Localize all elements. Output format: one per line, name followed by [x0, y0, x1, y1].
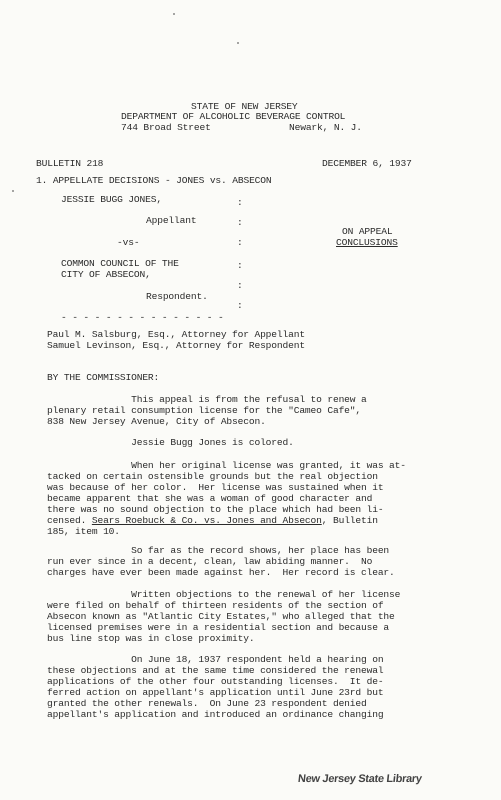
text-line: became apparent that she was a woman of good character and [47, 493, 373, 504]
text-line: granted the other renewals. On June 23 respondent denied [47, 698, 367, 709]
scan-speck [12, 190, 14, 192]
paragraph-3 [47, 460, 467, 537]
text-line: were filed on behalf of thirteen residents of the section of [47, 600, 384, 611]
caption-colon: : [237, 280, 243, 291]
paragraph-2 [47, 437, 467, 448]
text-line: plenary retail consumption license for the "Cameo Cafe", [47, 405, 362, 416]
respondent-name-line1: COMMON COUNCIL OF THE [61, 258, 179, 269]
versus: -vs- [117, 237, 140, 248]
text-line: This appeal is from the refusal to renew a [47, 394, 367, 405]
text-line [47, 515, 467, 526]
text-line: charges have ever been made against her. Her record is clear. [47, 567, 395, 578]
bulletin-number: BULLETIN 218 [36, 158, 104, 169]
attorney-respondent: Samuel Levinson, Esq., Attorney for Respondent [47, 340, 305, 351]
attorney-appellant: Paul M. Salsburg, Esq., Attorney for Appellant [47, 329, 305, 340]
case-citation: Sears Roebuck & Co. vs. Jones and Absecon [91, 515, 322, 526]
header-address-street: 744 Broad Street [121, 122, 211, 133]
scan-speck [173, 13, 175, 15]
text-line: tacked on certain ostensible grounds but the real objection [47, 471, 378, 482]
text-line: run ever since in a decent, clean, law abiding manner. No [47, 556, 373, 567]
library-stamp: New Jersey State Library [297, 773, 423, 785]
text-line: When her original license was granted, it was at- [47, 460, 406, 471]
header-department: DEPARTMENT OF ALCOHOLIC BEVERAGE CONTROL [121, 111, 346, 122]
text-line: bus line stop was in close proximity. [47, 633, 255, 644]
text-line: 185, item 10. [47, 526, 120, 537]
text-line: was because of her color. Her license was sustained when it [47, 482, 384, 493]
on-appeal-label: ON APPEAL [342, 226, 393, 237]
paragraph-5 [47, 589, 467, 644]
text-line: appellant's application and introduced an ordinance changing [47, 709, 384, 720]
text-line: On June 18, 1937 respondent held a hearing on [47, 654, 384, 665]
appellant-role: Appellant [146, 215, 197, 226]
text-line: these objections and at the same time considered the renewal [47, 665, 384, 676]
text-line: Jessie Bugg Jones is colored. [47, 437, 294, 448]
paragraph-4 [47, 545, 467, 578]
text-line: Absecon known as "Atlantic City Estates," who alleged that the [47, 611, 395, 622]
text-line: there was no sound objection to the place which had been li- [47, 504, 384, 515]
text-fragment: , Bulletin [321, 515, 378, 526]
caption-colon: : [237, 237, 243, 248]
bulletin-date: DECEMBER 6, 1937 [322, 158, 412, 169]
conclusions-label: CONCLUSIONS [336, 237, 398, 248]
text-line: ferred action on appellant's application until June 23rd but [47, 687, 384, 698]
appellant-name: JESSIE BUGG JONES, [61, 194, 162, 205]
caption-separator: - - - - - - - - - - - - - - - [61, 312, 224, 323]
caption-colon: : [237, 197, 243, 208]
text-line: licensed premises were in a residential section and because a [47, 622, 390, 633]
text-line: applications of the other four outstanding licenses. It de- [47, 676, 384, 687]
case-title: 1. APPELLATE DECISIONS - JONES vs. ABSECON [36, 175, 272, 186]
caption-colon: : [237, 260, 243, 271]
paragraph-1 [47, 394, 467, 427]
header-address-city: Newark, N. J. [289, 122, 362, 133]
by-commissioner-heading: BY THE COMMISSIONER: [47, 372, 160, 383]
paragraph-6 [47, 654, 467, 720]
text-fragment: censed. [47, 515, 92, 526]
respondent-name-line2: CITY OF ABSECON, [61, 269, 151, 280]
caption-colon: : [237, 217, 243, 228]
header-state: STATE OF NEW JERSEY [191, 101, 298, 112]
text-line: So far as the record shows, her place has been [47, 545, 390, 556]
caption-colon: : [237, 300, 243, 311]
text-line: Written objections to the renewal of her license [47, 589, 401, 600]
respondent-role: Respondent. [146, 291, 208, 302]
text-line: 838 New Jersey Avenue, City of Absecon. [47, 416, 266, 427]
scan-speck [237, 42, 239, 44]
